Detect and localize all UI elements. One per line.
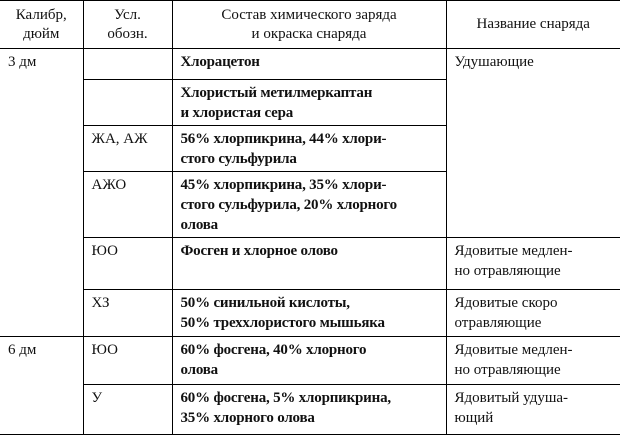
header-composition: Состав химического заряда и окраска снаряда bbox=[172, 1, 446, 49]
header-name: Название снаряда bbox=[446, 1, 620, 49]
table-row bbox=[0, 290, 620, 337]
composition-cell: 56% хлорпикрина, 44% хлори- стого сульфурила bbox=[172, 126, 446, 172]
composition-cell: Хлорацетон bbox=[172, 49, 446, 80]
name-cell: Ядовитые скоро отравляющие bbox=[446, 290, 620, 337]
header-row bbox=[0, 1, 620, 49]
code-cell: У bbox=[83, 385, 172, 435]
code-cell: ХЗ bbox=[83, 290, 172, 337]
code-cell: АЖО bbox=[83, 172, 172, 238]
composition-cell: 45% хлорпикрина, 35% хлори- стого сульфурила, 20% хлорного олова bbox=[172, 172, 446, 238]
code-cell bbox=[83, 80, 172, 126]
code-cell: ЮО bbox=[83, 238, 172, 290]
code-cell: ЮО bbox=[83, 337, 172, 385]
name-cell: Ядовитые медлен- но отравляющие bbox=[446, 238, 620, 290]
composition-cell: 60% фосгена, 5% хлорпикрина, 35% хлорного олова bbox=[172, 385, 446, 435]
caliber-cell: 6 дм bbox=[0, 337, 83, 435]
table-row bbox=[0, 337, 620, 385]
composition-cell: 60% фосгена, 40% хлорного олова bbox=[172, 337, 446, 385]
composition-cell: 50% синильной кислоты, 50% треххлористого мышьяка bbox=[172, 290, 446, 337]
composition-cell: Хлористый метилмеркаптан и хлористая сера bbox=[172, 80, 446, 126]
header-code: Усл. обозн. bbox=[83, 1, 172, 49]
code-cell bbox=[83, 49, 172, 80]
caliber-cell: 3 дм bbox=[0, 49, 83, 337]
table-row bbox=[0, 49, 620, 80]
name-cell: Ядовитый удуша- ющий bbox=[446, 385, 620, 435]
header-caliber: Калибр, дюйм bbox=[0, 1, 83, 49]
composition-cell: Фосген и хлорное олово bbox=[172, 238, 446, 290]
name-cell: Удушающие bbox=[446, 49, 620, 238]
name-cell: Ядовитые медлен- но отравляющие bbox=[446, 337, 620, 385]
table-row bbox=[0, 385, 620, 435]
code-cell: ЖА, АЖ bbox=[83, 126, 172, 172]
table-row bbox=[0, 238, 620, 290]
